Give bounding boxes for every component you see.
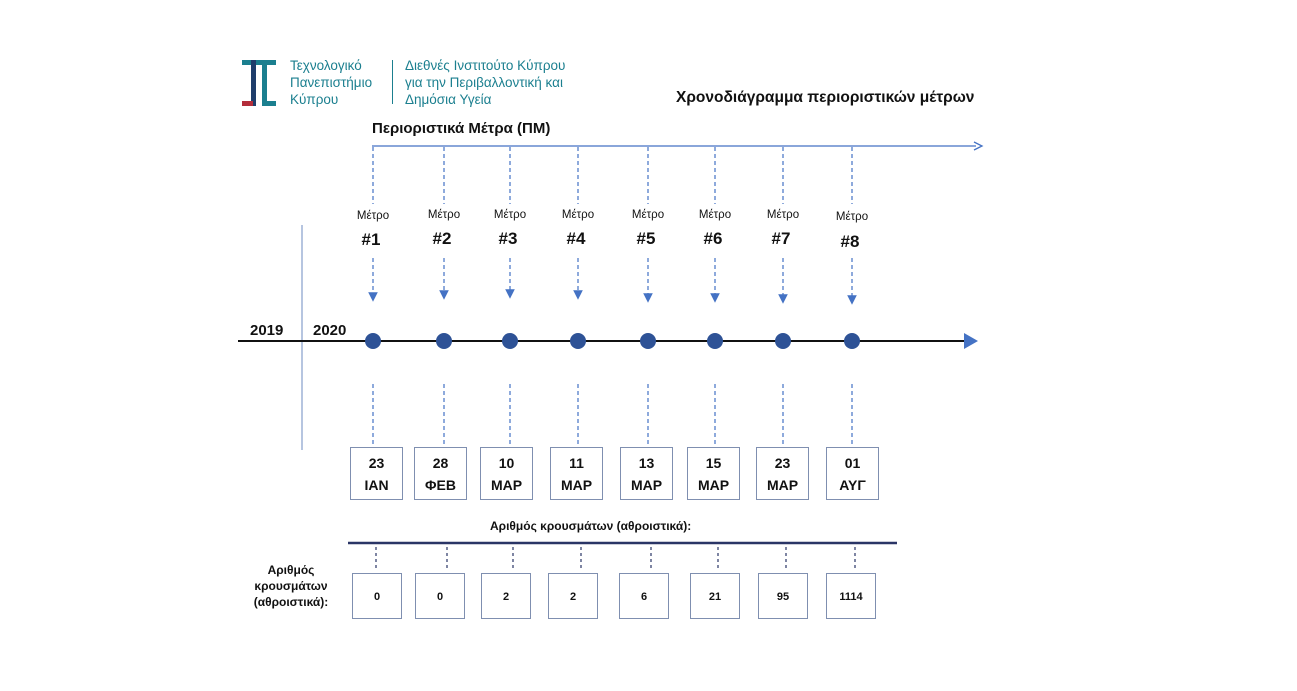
- cases-label-line: Αριθμός: [267, 563, 315, 577]
- date-day: 23: [774, 455, 791, 471]
- date-day: 11: [569, 455, 584, 471]
- date-day: 23: [368, 455, 385, 471]
- timeline-dot: [365, 333, 381, 349]
- case-count-box: 21: [690, 573, 740, 619]
- date-day: 28: [432, 455, 449, 471]
- measure-word: Μέτρο: [766, 209, 800, 221]
- measure-word: Μέτρο: [493, 209, 527, 221]
- date-month: ΑΥΓ: [839, 477, 866, 493]
- cases-title: Αριθμός κρουσμάτων (αθροιστικά):: [490, 519, 692, 533]
- measure-word: Μέτρο: [835, 211, 869, 223]
- measure-number: #5: [636, 229, 656, 248]
- measure-number: #1: [361, 230, 381, 249]
- date-month: ΜΑΡ: [560, 477, 593, 493]
- date-box: [414, 447, 467, 500]
- date-box: [687, 447, 740, 500]
- date-month: ΦΕΒ: [425, 477, 456, 493]
- cases-row-label: [240, 562, 342, 610]
- case-count-box: 0: [415, 573, 465, 619]
- university-line: Κύπρου: [290, 92, 339, 107]
- measures-title: Περιοριστικά Μέτρα (ΠΜ): [372, 120, 551, 137]
- timeline-dot: [844, 333, 860, 349]
- page-title: Χρονοδιάγραμμα περιοριστικών μέτρων: [676, 89, 975, 106]
- measure-number: #7: [771, 229, 791, 248]
- timeline-dot: [707, 333, 723, 349]
- institute-line: Διεθνές Ινστιτούτο Κύπρου: [405, 58, 566, 73]
- measure-number: #6: [703, 229, 723, 248]
- case-count-box: 0: [352, 573, 402, 619]
- timeline-dot: [570, 333, 586, 349]
- measure-number: #3: [498, 229, 518, 248]
- university-line: Τεχνολογικό: [290, 58, 362, 73]
- date-day: 10: [498, 455, 515, 471]
- date-day: 15: [705, 455, 722, 471]
- measure-word: Μέτρο: [561, 209, 595, 221]
- timeline-dot: [775, 333, 791, 349]
- timeline-dot: [436, 333, 452, 349]
- timeline-dot: [640, 333, 656, 349]
- date-box: [480, 447, 533, 500]
- cases-label-line: κρουσμάτων: [254, 579, 328, 593]
- date-box: [756, 447, 809, 500]
- cases-label-line: (αθροιστικά):: [253, 595, 329, 609]
- date-month: ΜΑΡ: [490, 477, 523, 493]
- measure-word: Μέτρο: [427, 209, 461, 221]
- date-box: [620, 447, 673, 500]
- institute-line: Δημόσια Υγεία: [405, 92, 492, 107]
- measure-word: Μέτρο: [698, 209, 732, 221]
- timeline-dot: [502, 333, 518, 349]
- date-month: ΜΑΡ: [766, 477, 799, 493]
- timeline-arrowhead: [964, 333, 978, 349]
- case-count-box: 6: [619, 573, 669, 619]
- measure-number: #4: [566, 229, 586, 248]
- case-count-box: 95: [758, 573, 808, 619]
- measure-word: Μέτρο: [356, 210, 390, 222]
- measure-number: #8: [840, 232, 860, 251]
- institute-line: για την Περιβαλλοντική και: [405, 75, 563, 90]
- case-count-box: 1114: [826, 573, 876, 619]
- date-month: ΙΑΝ: [364, 477, 389, 493]
- date-day: 01: [844, 455, 861, 471]
- date-box: [826, 447, 879, 500]
- university-line: Πανεπιστήμιο: [290, 75, 373, 90]
- year-label-2019: 2019: [250, 322, 284, 339]
- measure-word: Μέτρο: [631, 209, 665, 221]
- date-box: [550, 447, 603, 500]
- date-month: ΜΑΡ: [697, 477, 730, 493]
- case-count-box: 2: [481, 573, 531, 619]
- date-box: [350, 447, 403, 500]
- date-day: 13: [638, 455, 655, 471]
- date-month: ΜΑΡ: [630, 477, 663, 493]
- measure-number: #2: [432, 229, 452, 248]
- year-label-2020: 2020: [313, 322, 347, 339]
- case-count-box: 2: [548, 573, 598, 619]
